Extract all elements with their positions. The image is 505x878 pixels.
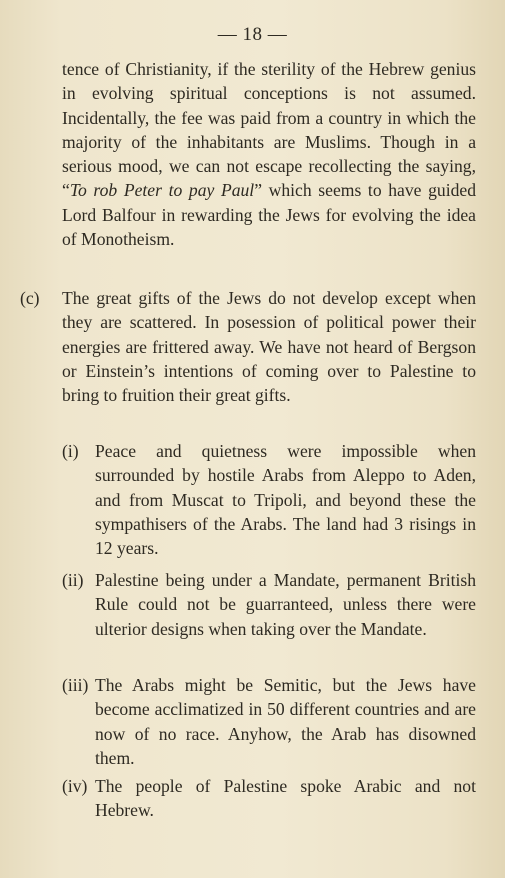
intro-text-before-quote: tence of Christianity, if the sterility of the Hebrew genius in evolving spiritual conceptions is not assumed. Incidentally, the fee was paid from a country in which the majority of the inhabitants are Muslims. Though in a serious mood, we can not escape recollecting the saying, “ [62, 59, 476, 201]
sub-item-ii-text: Palestine being under a Mandate, permanent British Rule could not be guarranteed, unless there were ulterior designs when taking over the Mandate. [95, 570, 476, 639]
sub-item-iii-text: The Arabs might be Semitic, but the Jews have become acclimatized in 50 different countries and are now of no race. Anyhow, the Arab has disowned them. [95, 675, 476, 768]
sub-item-iv-marker: (iv) [62, 776, 88, 796]
paragraph-c-text: The great gifts of the Jews do not develop except when they are scattered. In posession of political power their energies are frittered away. We have not heard of Bergson or Einstein’s intentions of coming over to Palestine to bring to fruition their great gifts. [62, 288, 476, 406]
sub-item-ii-marker: (ii) [62, 570, 84, 590]
intro-paragraph [62, 57, 476, 251]
sub-item-iii-marker: (iii) [62, 675, 89, 695]
paragraph-c-marker: (c) [20, 288, 40, 308]
page-number: — 18 — [217, 24, 288, 45]
sub-item-i-marker: (i) [62, 441, 79, 461]
quoted-saying: To rob Peter to pay Paul [69, 180, 255, 201]
sub-item-i-text: Peace and quietness were impossible when surrounded by hostile Arabs from Aleppo to Aden, and from Muscat to Tripoli, and beyond these the sympathisers of the Arabs. The land had 3 risings in 12 years. [95, 441, 476, 559]
intro-text-after-quote: ” which seems to have guided Lord Balfour in rewarding the Jews for evolving the idea of Monotheism. [62, 180, 476, 250]
sub-item-iv-text: The people of Palestine spoke Arabic and not Hebrew. [95, 776, 476, 821]
